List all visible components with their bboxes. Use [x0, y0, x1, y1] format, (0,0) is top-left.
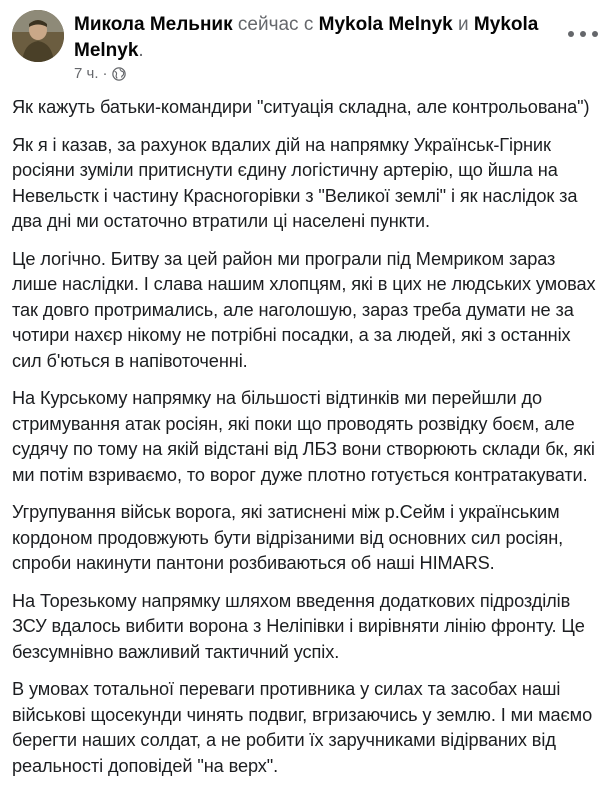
post-paragraph: На Торезькому напрямку шляхом введення додаткових підрозділів ЗСУ вдалось вибити ворона з Неліпівки і вирівняти лінію фронту. Це безсумнівно важливий тактичний успіх. [12, 590, 585, 662]
post-paragraph: Як я і казав, за рахунок вдалих дій на напрямку Українськ-Гірник росіяни зуміли притиснути єдину логістичну артерію, що йшла на Невельстк і частину Красногорівки з "Великої землі" і як наслідок за два дні ми остаточно втратили ці населені пункти. [12, 134, 578, 231]
post-paragraph: Це логічно. Битву за цей район ми програли під Мемриком зараз лише наслідки. І слава нашим хлопцям, які в цих не людських умовах так довго протримались, але наголошую, зараз треба думати не за чотири нахєр нікому не потрібні посадки, а за людей, які з останніх сил б'ються в напівоточенні. [12, 248, 596, 371]
dot-icon [568, 31, 574, 37]
tagged-person-2[interactable]: Mykola Melnyk [74, 14, 539, 61]
tagged-person-1[interactable]: Mykola Melnyk [318, 14, 453, 35]
post-meta [74, 65, 126, 82]
post-paragraph: На Курському напрямку на більшості відтинків ми перейшли до стримування атак росіян, які поки що проводять розвідку боєм, але судячу по тому на якій відстані від ЛБЗ вони створюють склади бк, які ми потім взриваємо, то ворог дуже плотно готується контратакувати. [12, 388, 595, 485]
post-header [12, 10, 602, 82]
more-options-icon[interactable] [568, 24, 598, 44]
post-paragraph: В умовах тотальної переваги противника у силах та засобах наші військові щосекунди чинять подвиг, вгризаючись у землю. І ми маємо берегти наших солдат, а не робити їх заручниками відірваних від реальності доповідей "на верх". [12, 679, 593, 776]
author-line [74, 12, 564, 64]
conjunction-text: и [458, 14, 469, 35]
dot-icon [592, 31, 598, 37]
action-text: сейчас с [237, 14, 314, 35]
avatar-image [12, 10, 64, 62]
post-paragraph: Угрупування військ ворога, які затиснені між р.Сейм і українським кордоном продовжують бути відрізаними від основних сил росіян, спроби накинути пантони розбиваються об наші HIMARS. [12, 502, 564, 573]
meta-separator: · [102, 65, 108, 82]
globe-icon[interactable] [112, 67, 126, 81]
author-avatar[interactable] [12, 10, 64, 62]
author-name[interactable]: Микола Мельник [74, 14, 233, 35]
post-timestamp[interactable]: 7 ч. [74, 65, 99, 82]
tagged-suffix: . [138, 40, 144, 61]
dot-icon [580, 31, 586, 37]
post-content [12, 95, 602, 791]
post-paragraph: Як кажуть батьки-командири "ситуація складна, але контрольована") [12, 97, 590, 117]
